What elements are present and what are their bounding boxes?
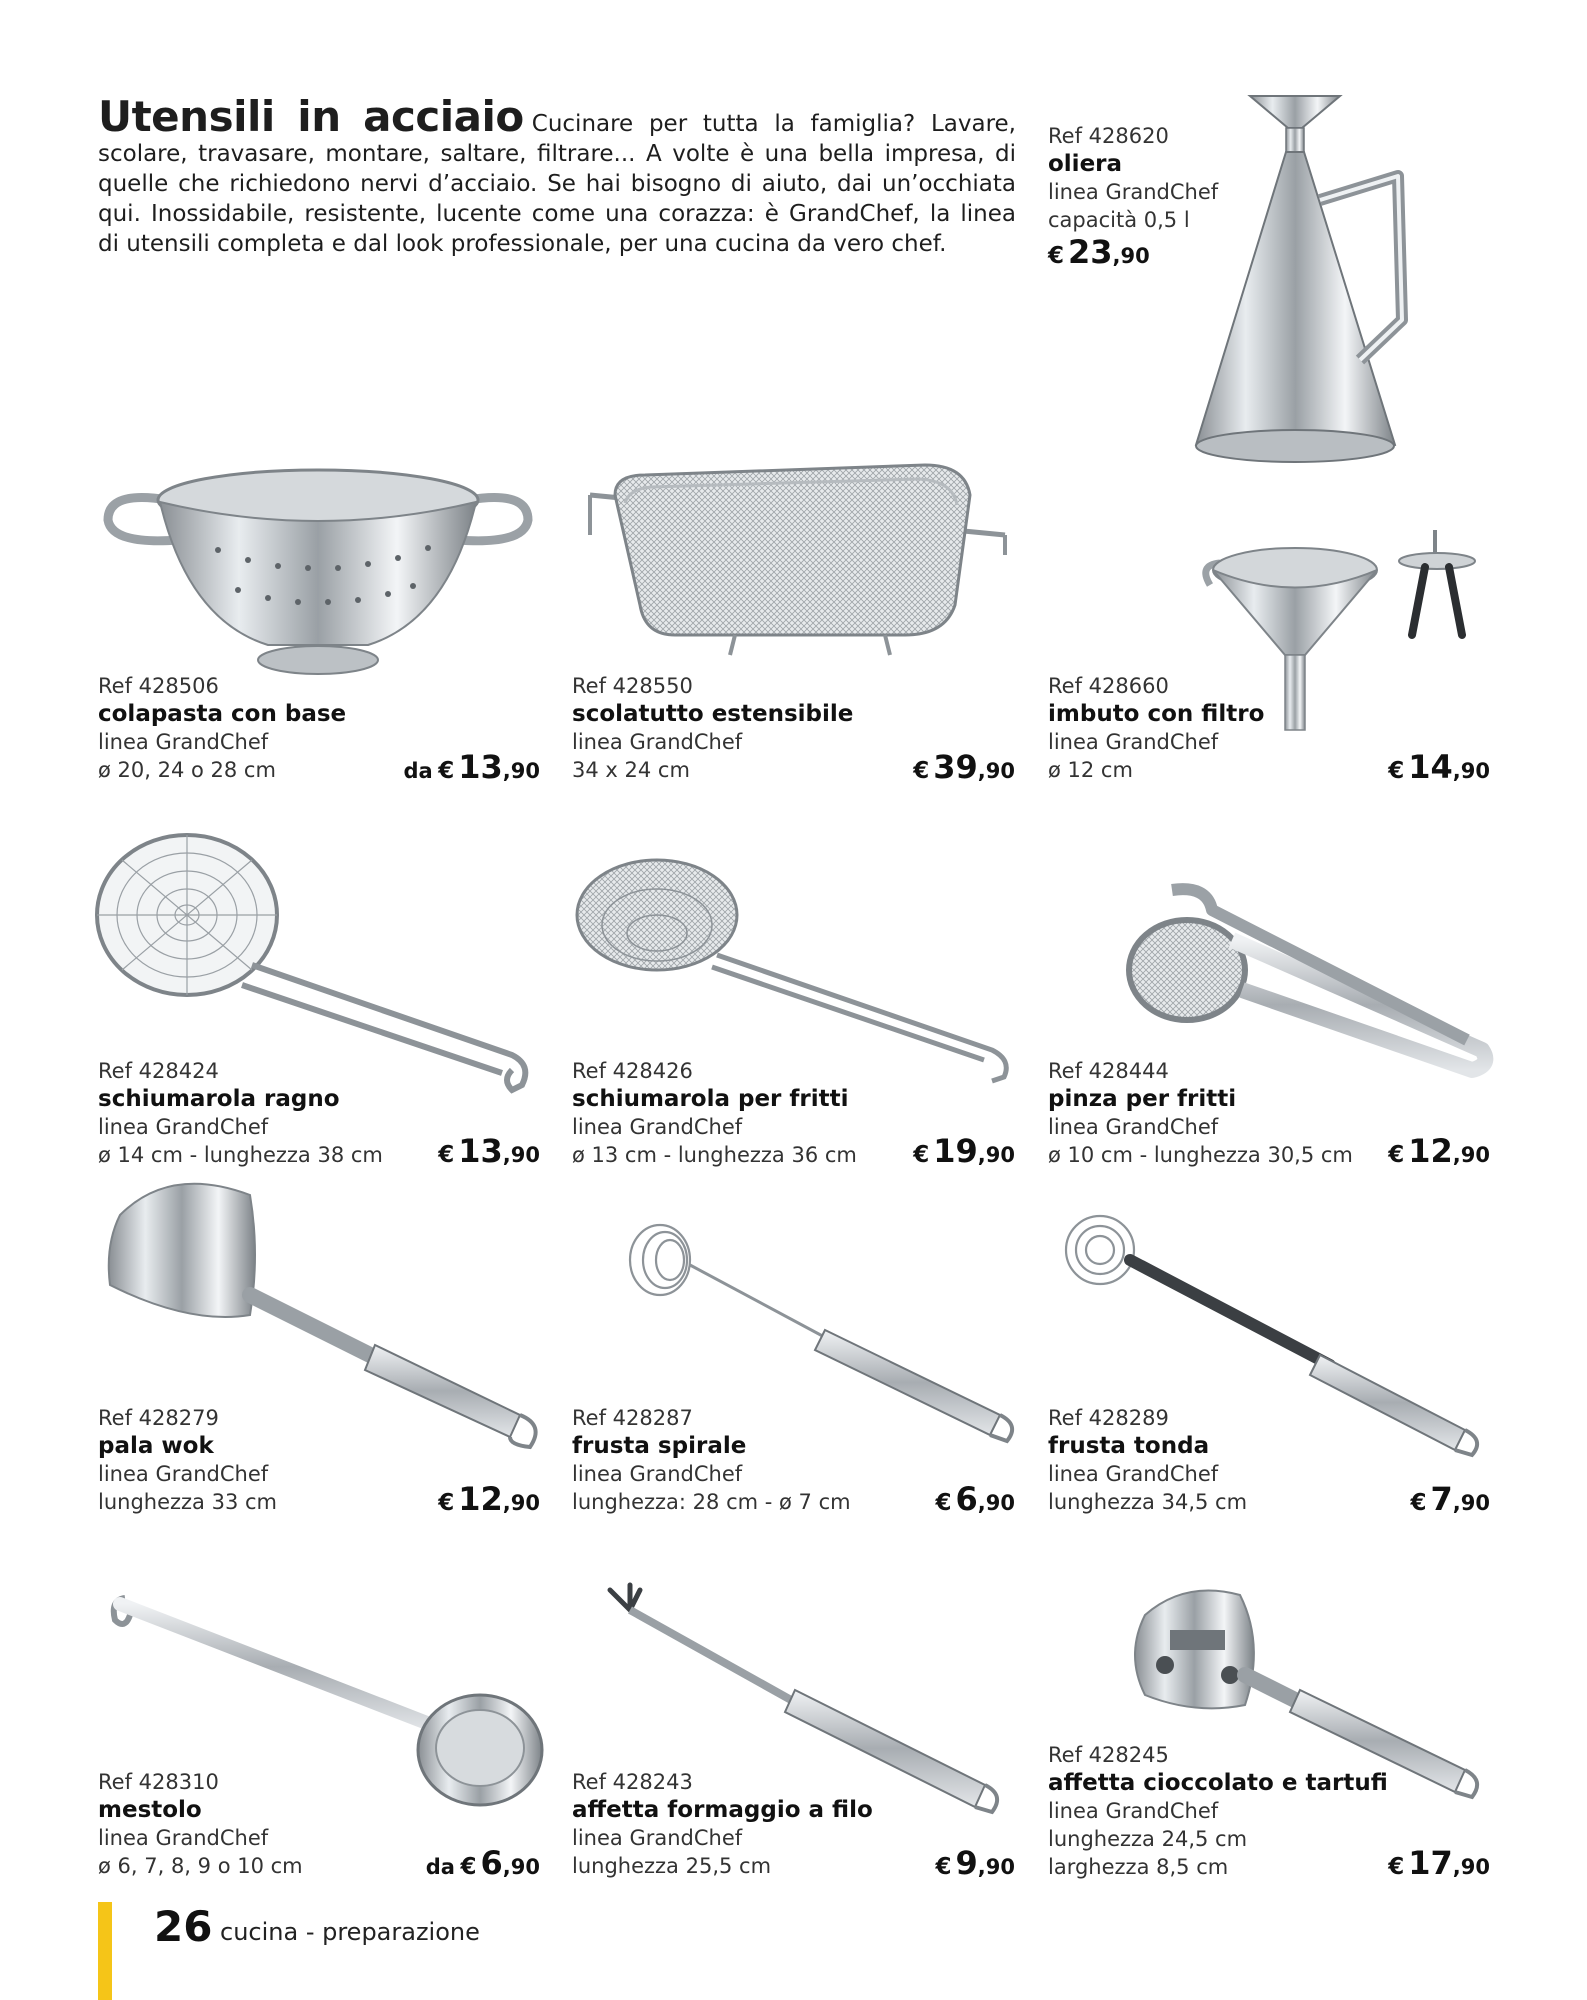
- price-decimal: ,90: [977, 759, 1015, 783]
- product-ref: Ref 428620: [1048, 124, 1169, 148]
- product-spec: lunghezza 33 cm: [98, 1490, 278, 1514]
- product-name: pinza per fritti: [1048, 1086, 1237, 1112]
- price-currency: €: [1388, 758, 1405, 784]
- price-integer: 12: [458, 1480, 503, 1518]
- product-price: [1370, 1480, 1490, 1518]
- product-price: [1350, 1132, 1490, 1170]
- product-price: [895, 1480, 1015, 1518]
- price-integer: 39: [933, 748, 978, 786]
- page-number: 26: [154, 1902, 213, 1951]
- product-line: linea GrandChef: [98, 1826, 269, 1850]
- product-ref: Ref 428550: [572, 674, 693, 698]
- product-spec: larghezza 8,5 cm: [1048, 1855, 1229, 1879]
- price-decimal: ,90: [1452, 1855, 1490, 1879]
- product-line: linea GrandChef: [1048, 1799, 1219, 1823]
- price-integer: 23: [1068, 233, 1113, 271]
- price-currency: €: [1048, 243, 1065, 269]
- product-spec: lunghezza 34,5 cm: [1048, 1490, 1248, 1514]
- product-line: linea GrandChef: [1048, 730, 1219, 754]
- product-line: linea GrandChef: [1048, 180, 1219, 204]
- product-ref: Ref 428660: [1048, 674, 1169, 698]
- product-ref: Ref 428506: [98, 674, 219, 698]
- product-price: [390, 1844, 540, 1882]
- product-spec: ø 12 cm: [1048, 758, 1133, 782]
- product-line: linea GrandChef: [572, 1462, 743, 1486]
- price-currency: €: [438, 758, 455, 784]
- product-spec: ø 14 cm - lunghezza 38 cm: [98, 1143, 383, 1167]
- product-name: frusta spirale: [572, 1433, 747, 1459]
- price-decimal: ,90: [977, 1855, 1015, 1879]
- section-label: cucina - preparazione: [220, 1918, 480, 1946]
- product-name: mestolo: [98, 1797, 202, 1823]
- price-decimal: ,90: [502, 1855, 540, 1879]
- product-spec: ø 10 cm - lunghezza 30,5 cm: [1048, 1143, 1353, 1167]
- product-line: linea GrandChef: [572, 730, 743, 754]
- product-ref: Ref 428279: [98, 1406, 219, 1430]
- product-ref: Ref 428444: [1048, 1059, 1169, 1083]
- price-prefix: da: [403, 759, 433, 783]
- price-integer: 6: [480, 1844, 503, 1882]
- product-name: frusta tonda: [1048, 1433, 1210, 1459]
- price-currency: €: [913, 758, 930, 784]
- price-integer: 6: [955, 1480, 978, 1518]
- price-currency: €: [913, 1142, 930, 1168]
- product-price: [400, 1480, 540, 1518]
- product-ref: Ref 428243: [572, 1770, 693, 1794]
- product-ref: Ref 428289: [1048, 1406, 1169, 1430]
- price-decimal: ,90: [502, 1491, 540, 1515]
- product-spec: lunghezza 25,5 cm: [572, 1854, 772, 1878]
- product-price: [1350, 1844, 1490, 1882]
- price-decimal: ,90: [1452, 759, 1490, 783]
- price-integer: 13: [458, 748, 503, 786]
- product-price: [1330, 748, 1490, 786]
- price-decimal: ,90: [1452, 1143, 1490, 1167]
- product-name: pala wok: [98, 1433, 214, 1459]
- product-name: schiumarola per fritti: [572, 1086, 849, 1112]
- price-currency: €: [1410, 1490, 1427, 1516]
- product-spec: lunghezza 24,5 cm: [1048, 1827, 1248, 1851]
- footer-accent-bar: [98, 1902, 112, 2000]
- product-price: [895, 1844, 1015, 1882]
- product-line: linea GrandChef: [98, 1462, 269, 1486]
- price-prefix: da: [425, 1855, 455, 1879]
- product-name: schiumarola ragno: [98, 1086, 340, 1112]
- price-integer: 19: [933, 1132, 978, 1170]
- product-line: linea GrandChef: [1048, 1115, 1219, 1139]
- page-title: Utensili in acciaio: [98, 92, 524, 141]
- product-line: linea GrandChef: [98, 1115, 269, 1139]
- price-integer: 17: [1408, 1844, 1453, 1882]
- intro-paragraph: [98, 92, 1016, 259]
- product-ref: Ref 428426: [572, 1059, 693, 1083]
- spider-skimmer-icon: [92, 825, 542, 1095]
- intro-text: Cucinare per tutta la famiglia? Lavare, scolare, travasare, montare, saltare, filtrare... A volte è una bella impresa, di quelle che richiedono nervi d’acciaio. Se hai bisogno di aiuto, dai un’occhiata qui. Inossidabile, resistente, lucente come una corazza: è GrandChef, la linea di utensili completa e dal look professionale, per una cucina da vero chef.: [98, 111, 1016, 257]
- product-line: linea GrandChef: [98, 730, 269, 754]
- price-currency: €: [1388, 1854, 1405, 1880]
- product-name: affetta formaggio a filo: [572, 1797, 873, 1823]
- colander-icon: [98, 460, 538, 680]
- product-name: colapasta con base: [98, 701, 347, 727]
- price-integer: 7: [1430, 1480, 1453, 1518]
- product-name: oliera: [1048, 151, 1123, 177]
- price-currency: €: [438, 1142, 455, 1168]
- product-price: [875, 1132, 1015, 1170]
- product-spec: ø 6, 7, 8, 9 o 10 cm: [98, 1854, 303, 1878]
- product-line: linea GrandChef: [572, 1115, 743, 1139]
- product-spec: ø 20, 24 o 28 cm: [98, 758, 276, 782]
- product-price: [855, 748, 1015, 786]
- price-currency: €: [438, 1490, 455, 1516]
- product-name: imbuto con filtro: [1048, 701, 1265, 727]
- price-decimal: ,90: [1112, 244, 1150, 268]
- product-price: [380, 748, 540, 786]
- price-currency: €: [935, 1854, 952, 1880]
- price-decimal: ,90: [977, 1143, 1015, 1167]
- price-currency: €: [1388, 1142, 1405, 1168]
- price-currency: €: [460, 1854, 477, 1880]
- price-integer: 13: [458, 1132, 503, 1170]
- product-oliera: [1048, 122, 1248, 270]
- price-decimal: ,90: [1452, 1491, 1490, 1515]
- product-spec: 34 x 24 cm: [572, 758, 690, 782]
- product-ref: Ref 428287: [572, 1406, 693, 1430]
- product-price: [400, 1132, 540, 1170]
- product-name: affetta cioccolato e tartufi: [1048, 1770, 1388, 1796]
- product-spec: capacità 0,5 l: [1048, 208, 1190, 232]
- extendable-strainer-icon: [585, 455, 1015, 665]
- product-line: linea GrandChef: [1048, 1462, 1219, 1486]
- price-decimal: ,90: [502, 1143, 540, 1167]
- price-currency: €: [935, 1490, 952, 1516]
- price-decimal: ,90: [977, 1491, 1015, 1515]
- product-ref: Ref 428424: [98, 1059, 219, 1083]
- price-integer: 12: [1408, 1132, 1453, 1170]
- price-integer: 14: [1408, 748, 1453, 786]
- product-name: scolatutto estensibile: [572, 701, 854, 727]
- product-spec: ø 13 cm - lunghezza 36 cm: [572, 1143, 857, 1167]
- price-decimal: ,90: [502, 759, 540, 783]
- product-ref: Ref 428310: [98, 1770, 219, 1794]
- product-line: linea GrandChef: [572, 1826, 743, 1850]
- product-price: [1048, 233, 1248, 271]
- price-integer: 9: [955, 1844, 978, 1882]
- product-spec: lunghezza: 28 cm - ø 7 cm: [572, 1490, 851, 1514]
- product-ref: Ref 428245: [1048, 1743, 1169, 1767]
